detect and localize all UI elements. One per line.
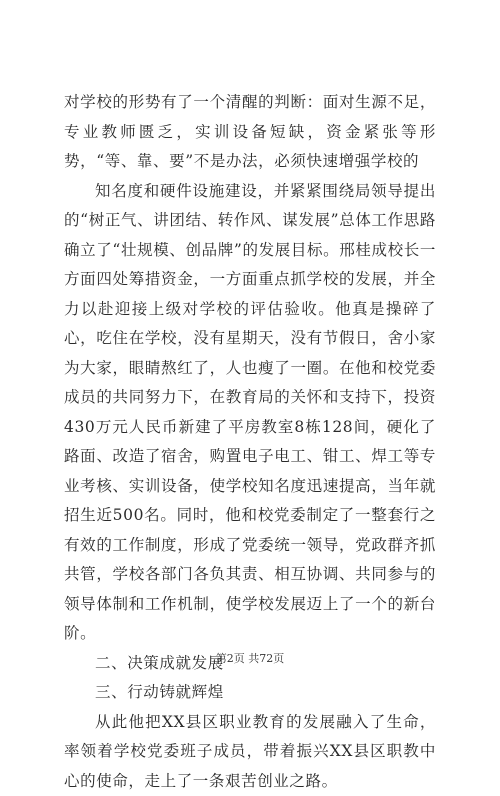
document-body	[64, 88, 436, 796]
page-footer	[0, 652, 500, 666]
paragraph-facilities: 知名度和硬件设施建设，并紧紧围绕局领导提出的“树正气、讲团结、转作风、谋发展”总体工作思路确立了“壮规模、创品牌”的发展目标。邢桂成校长一方面四处筹措资金，一方面重点抓学校的发展，并全力以赴迎接上级对学校的评估验收。他真是操碎了心，吃住在学校，没有星期天，没有节假日，舍小家为大家，眼睛熬红了，人也瘦了一圈。在他和校党委成员的共同努力下，在教育局的关怀和支持下，投资430万元人民币新建了平房教室8栋128间，硬化了路面、改造了宿舍，购置电子电工、钳工、焊工等专业考核、实训设备，使学校知名度迅速提高，当年就招生近500名。同时，他和校党委制定了一整套行之有效的工作制度，形成了党委统一领导，党政群齐抓共管，学校各部门各负其责、相互协调、共同参与的领导体制和工作机制，使学校发展迈上了一个的新台阶。	[64, 177, 436, 649]
paragraph-closing: 从此他把XX县区职业教育的发展融入了生命，率领着学校党委班子成员，带着振兴XX县区职教中心的使命，走上了一条艰苦创业之路。	[64, 708, 436, 796]
section-heading-action: 三、行动铸就辉煌	[64, 678, 436, 708]
paragraph-continued: 对学校的形势有了一个清醒的判断：面对生源不足，专业教师匮乏，实训设备短缺，资金紧张等形势，“等、靠、要”不是办法，必须快速增强学校的	[64, 88, 436, 177]
page-number-label: 第2页 共72页	[216, 652, 285, 665]
section-heading-decision: 二、决策成就发展	[64, 649, 436, 679]
